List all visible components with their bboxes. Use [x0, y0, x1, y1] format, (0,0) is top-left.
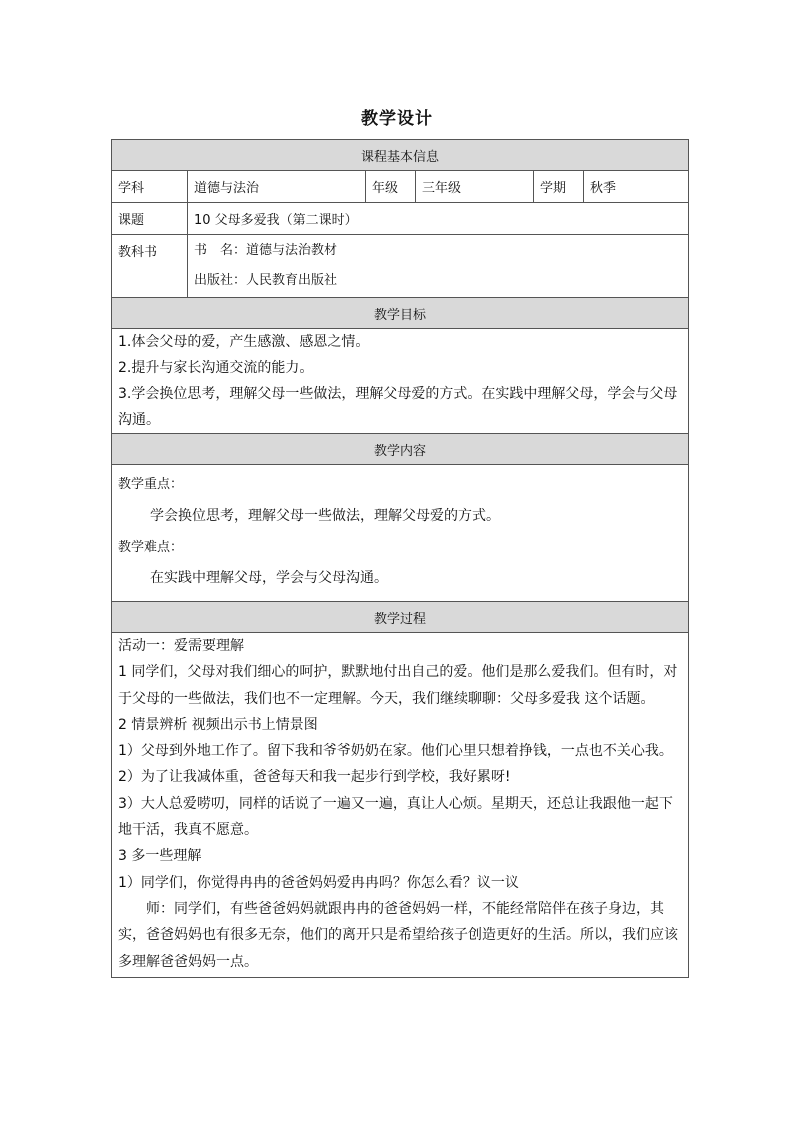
- objective-item: 3.学会换位思考，理解父母一些做法，理解父母爱的方式。在实践中理解父母，学会与父母沟通。: [118, 386, 678, 428]
- objectives-header: 教学目标: [112, 298, 689, 329]
- term-label: 学期: [534, 171, 584, 203]
- grade-label: 年级: [366, 171, 416, 203]
- process-header: 教学过程: [112, 602, 689, 633]
- process-line: 1）同学们，你觉得冉冉的爸爸妈妈爱冉冉吗？你怎么看？议一议: [118, 874, 519, 891]
- lesson-row: [112, 203, 689, 235]
- content-header: 教学内容: [112, 434, 689, 465]
- document-title: 教学设计: [361, 109, 433, 129]
- process-line: 3 多一些理解: [118, 848, 202, 865]
- lesson-label: 课题: [112, 203, 188, 235]
- difficult-point-label: 教学难点：: [118, 540, 184, 555]
- difficult-point-text: 在实践中理解父母，学会与父母沟通。: [150, 570, 388, 586]
- subject-label: 学科: [112, 171, 188, 203]
- subject-row: [112, 171, 689, 203]
- objective-item: 2.提升与家长沟通交流的能力。: [118, 360, 314, 376]
- book-publisher: 出版社：人民教育出版社: [194, 273, 338, 288]
- objectives-body: [112, 329, 689, 434]
- grade-value: 三年级: [416, 171, 534, 203]
- lesson-value: 10 父母多爱我（第二课时）: [188, 203, 689, 235]
- process-line: 活动一：爱需要理解: [118, 638, 244, 654]
- textbook-label: 教科书: [112, 235, 188, 298]
- process-header-row: [112, 602, 689, 633]
- objectives-row: [112, 329, 689, 434]
- content-row: [112, 465, 689, 602]
- key-point-label: 教学重点：: [118, 477, 184, 492]
- textbook-info: [188, 235, 689, 298]
- book-name: 书 名：道德与法治教材: [194, 243, 338, 258]
- process-line: 2 情景辨析 视频出示书上情景图: [118, 716, 318, 733]
- process-body: [112, 633, 689, 978]
- content-body: [112, 465, 689, 602]
- term-value: 秋季: [584, 171, 689, 203]
- content-header-row: [112, 434, 689, 465]
- process-row: [112, 633, 689, 978]
- subject-value: 道德与法治: [188, 171, 366, 203]
- lesson-plan-table: [111, 139, 689, 978]
- basic-info-header-row: [112, 140, 689, 171]
- process-line: 2）为了让我减体重，爸爸每天和我一起步行到学校，我好累呀!: [118, 769, 511, 786]
- process-line: 1 同学们，父母对我们细心的呵护，默默地付出自己的爱。他们是那么爱我们。但有时，对于父母的一些做法，我们也不一定理解。今天，我们继续聊聊：父母多爱我 这个话题。: [118, 664, 678, 707]
- key-point-text: 学会换位思考，理解父母一些做法，理解父母爱的方式。: [150, 508, 500, 524]
- objectives-header-row: [112, 298, 689, 329]
- process-line: 3）大人总爱唠叨，同样的话说了一遍又一遍，真让人心烦。星期天，还总让我跟他一起下地干活，我真不愿意。: [118, 795, 673, 839]
- textbook-row: [112, 235, 689, 298]
- process-line: 1）父母到外地工作了。留下我和爷爷奶奶在家。他们心里只想着挣钱，一点也不关心我。: [118, 743, 673, 760]
- basic-info-header: 课程基本信息: [112, 140, 689, 171]
- objective-item: 1.体会父母的爱，产生感激、感恩之情。: [118, 334, 370, 350]
- teacher-remark: 师：同学们，有些爸爸妈妈就跟冉冉的爸爸妈妈一样，不能经常陪伴在孩子身边，其实，爸爸妈妈也有很多无奈，他们的离开只是希望给孩子创造更好的生活。所以，我们应该多理解爸爸妈妈一点。: [118, 900, 678, 970]
